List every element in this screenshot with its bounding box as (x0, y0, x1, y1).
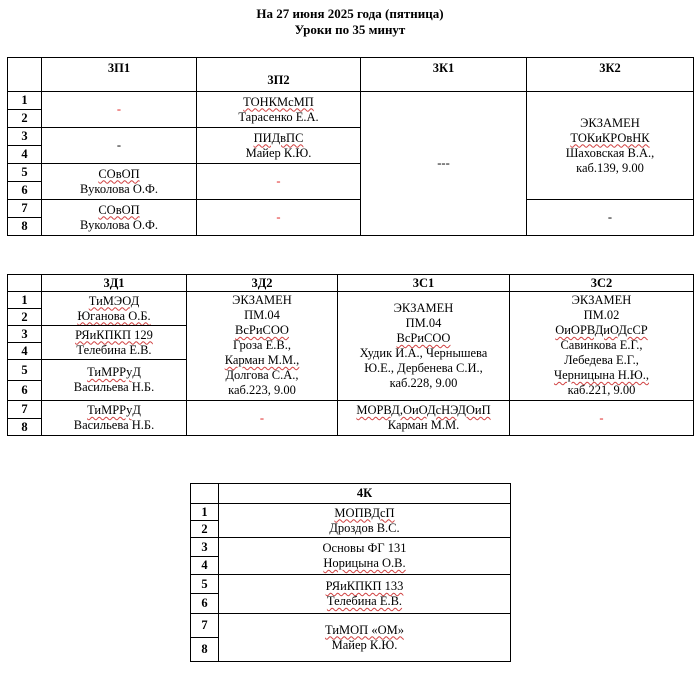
teacher-name: Майер К.Ю. (331, 637, 398, 652)
schedule-date-title: На 27 июня 2025 года (пятница) (256, 6, 444, 21)
schedule-table-group-3d-3s (7, 274, 694, 436)
teacher-name: Васильева Н.Б. (73, 418, 155, 432)
module-code: ПМ.04 (244, 308, 280, 322)
room-time: каб.223, 9.00 (228, 383, 296, 397)
column-header-3p1: 3П1 (42, 58, 197, 92)
lesson-cell-empty: - (187, 401, 338, 436)
subject-name: МОПВДсП (334, 505, 395, 520)
teacher-name: Карман М.М., (224, 353, 300, 367)
lesson-cell (42, 200, 197, 236)
subject-name: ПИДвПС (253, 130, 304, 145)
lesson-cell (42, 326, 187, 360)
exam-label: ЭКЗАМЕН (393, 301, 454, 315)
teacher-name: Черницына Н.Ю., (553, 368, 649, 382)
lesson-cell-empty: --- (361, 92, 527, 236)
column-header-3s2: 3С2 (510, 275, 694, 292)
lesson-number: 7 (8, 401, 42, 419)
lesson-number: 6 (191, 594, 219, 614)
lesson-number: 2 (191, 521, 219, 538)
lesson-cell (42, 401, 187, 436)
teacher-name: Лебедева Е.Г., (564, 353, 639, 367)
lesson-number: 8 (191, 638, 219, 662)
lesson-number: 4 (8, 343, 42, 360)
lesson-cell-empty: - (510, 401, 694, 436)
column-header-3k2: 3К2 (527, 58, 694, 92)
lesson-cell-empty: - (197, 164, 361, 200)
teacher-name: Норицына О.В. (323, 556, 406, 570)
lesson-cell (42, 360, 187, 401)
lesson-number: 3 (191, 538, 219, 557)
lesson-cell-empty: - (197, 200, 361, 236)
column-header-3k1: 3К1 (361, 58, 527, 92)
lesson-number: 5 (8, 360, 42, 381)
column-header-3d2: 3Д2 (187, 275, 338, 292)
lesson-number: 8 (8, 419, 42, 436)
room-time: каб.139, 9.00 (576, 160, 644, 175)
lesson-cell (338, 401, 510, 436)
lesson-number: 5 (8, 164, 42, 182)
subject-name: ТиМРРуД (87, 365, 141, 379)
lesson-cell (219, 504, 511, 538)
subject-name: ВсРиСОО (396, 331, 451, 345)
lesson-cell-empty: - (42, 92, 197, 128)
exam-cell (510, 292, 694, 401)
lesson-number: 3 (8, 326, 42, 343)
teacher-name: Ю.Е., Дербенева С.И., (364, 361, 483, 375)
lesson-cell-empty: - (527, 200, 694, 236)
lesson-number: 6 (8, 182, 42, 200)
lesson-duration-note: Уроки по 35 минут (294, 22, 406, 37)
lesson-cell (42, 164, 197, 200)
lesson-number: 1 (8, 92, 42, 110)
subject-name: ТОНКМсМП (243, 94, 314, 109)
lesson-number: 4 (191, 557, 219, 575)
teacher-name: Худик И.А., Чернышева (359, 346, 488, 360)
exam-label: ЭКЗАМЕН (571, 293, 632, 307)
teacher-name: Васильева Н.Б. (73, 380, 155, 394)
teacher-name: Юганова О.Б. (77, 308, 151, 323)
subject-name: Основы ФГ 131 (322, 541, 407, 555)
teacher-name: Вуколова О.Ф. (80, 181, 158, 196)
subject-name: РЯиКПКП 133 (325, 579, 404, 593)
corner-cell (8, 58, 42, 92)
column-header-3p2: 3П2 (197, 58, 361, 92)
lesson-cell-empty: - (42, 128, 197, 164)
lesson-number: 1 (191, 504, 219, 521)
lesson-cell (219, 614, 511, 662)
module-code: ПМ.04 (405, 316, 442, 330)
teacher-name: Гроза Е.В., (233, 338, 291, 352)
subject-name: СОвОП (98, 166, 140, 181)
room-time: каб.228, 9.00 (389, 376, 458, 390)
teacher-name: Вуколова О.Ф. (80, 217, 158, 232)
teacher-name: Телебина Е.В. (326, 594, 403, 608)
lesson-number: 1 (8, 292, 42, 309)
teacher-name: Дроздов В.С. (329, 520, 400, 535)
teacher-name: Шаховская В.А., (565, 145, 655, 160)
teacher-name: Долгова С.А., (225, 368, 299, 382)
subject-name: ТиМЭОД (88, 293, 140, 308)
teacher-name: Майер К.Ю. (245, 145, 312, 160)
exam-label: ЭКЗАМЕН (232, 293, 292, 307)
lesson-cell (219, 575, 511, 614)
lesson-number: 3 (8, 128, 42, 146)
lesson-number: 2 (8, 309, 42, 326)
subject-name: СОвОП (98, 202, 140, 217)
teacher-name: Савинкова Е.Г., (560, 338, 643, 352)
column-header-3s1: 3С1 (338, 275, 510, 292)
subject-name: ТОКиКРОвНК (570, 130, 650, 145)
column-header-3d1: 3Д1 (42, 275, 187, 292)
subject-name: РЯиКПКП 129 (75, 327, 153, 342)
subject-name: ВсРиСОО (235, 323, 289, 337)
column-header-4k: 4К (219, 484, 511, 504)
lesson-number: 6 (8, 381, 42, 401)
lesson-number: 2 (8, 110, 42, 128)
teacher-name: Карман М.М. (387, 418, 460, 432)
schedule-table-group-3p-3k (7, 57, 694, 236)
lesson-number: 4 (8, 146, 42, 164)
module-code: ПМ.02 (583, 308, 620, 322)
room-time: каб.221, 9.00 (567, 383, 636, 397)
corner-cell (191, 484, 219, 504)
exam-cell (187, 292, 338, 401)
exam-label: ЭКЗАМЕН (580, 115, 640, 130)
subject-name: ТиМРРуД (87, 403, 141, 417)
schedule-table-group-4k (190, 483, 511, 662)
subject-name: ОиОРВДиОДсСР (555, 323, 648, 337)
lesson-number: 7 (8, 200, 42, 218)
teacher-name: Тарасенко Е.А. (238, 109, 319, 124)
lesson-number: 8 (8, 218, 42, 236)
subject-name: МОРВД,ОиОДсНЭДОиП (356, 403, 491, 417)
lesson-number: 7 (191, 614, 219, 638)
lesson-number: 5 (191, 575, 219, 594)
exam-cell (527, 92, 694, 200)
corner-cell (8, 275, 42, 292)
teacher-name: Телебина Е.В. (76, 342, 152, 357)
exam-cell (338, 292, 510, 401)
subject-name: ТиМОП «ОМ» (325, 622, 404, 637)
lesson-cell (197, 92, 361, 128)
lesson-cell (219, 538, 511, 575)
lesson-cell (197, 128, 361, 164)
lesson-cell (42, 292, 187, 326)
